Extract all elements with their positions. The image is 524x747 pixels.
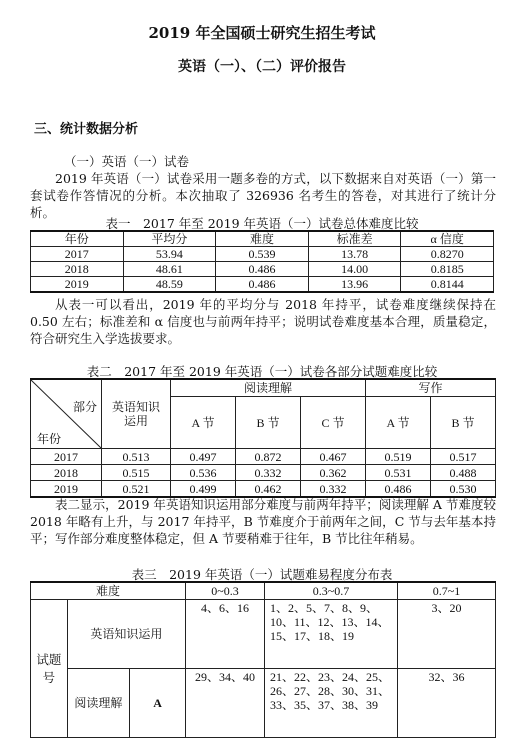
table-section-difficulty xyxy=(30,378,496,498)
table-header-row xyxy=(31,582,496,600)
table-cell: 0.486 xyxy=(216,277,309,293)
table-cell: 0.515 xyxy=(102,465,171,481)
table-row xyxy=(31,600,496,669)
table-cell: 0.362 xyxy=(301,465,366,481)
table-cell: 29、34、40 xyxy=(186,669,265,738)
table-cell: 0.517 xyxy=(431,449,496,465)
subheader-writing-a: A 节 xyxy=(366,397,431,449)
table-cell: 0.521 xyxy=(102,481,171,498)
table-cell: 0.486 xyxy=(366,481,431,498)
table1-caption: 表一 2017 年至 2019 年英语（一）试卷总体难度比较 xyxy=(105,216,419,231)
table-cell: 2019 xyxy=(31,277,124,293)
table-cell: 48.61 xyxy=(123,262,216,277)
table-cell: 13.78 xyxy=(308,247,401,262)
table-cell: 0.462 xyxy=(236,481,301,498)
header-difficulty: 难度 xyxy=(31,582,186,600)
table2-caption: 表二 2017 年至 2019 年英语（一）试卷各部分试题难度比较 xyxy=(86,364,438,379)
table-cell: 2018 xyxy=(31,465,102,481)
header-range-low: 0~0.3 xyxy=(186,582,265,600)
table3-caption: 表三 2019 年英语（一）试题难易程度分布表 xyxy=(131,567,393,582)
table-cell: 4、6、16 xyxy=(186,600,265,669)
table-cell: 0.332 xyxy=(236,465,301,481)
table-header: 平均分 xyxy=(123,231,216,247)
table-cell: 53.94 xyxy=(123,247,216,262)
header-range-mid: 0.3~0.7 xyxy=(265,582,398,600)
table-overall-difficulty xyxy=(30,230,494,293)
section-heading: 三、统计数据分析 xyxy=(34,122,139,137)
table-cell: 0.499 xyxy=(171,481,236,498)
table-header-row xyxy=(31,379,496,397)
table-cell: 21、22、23、24、25、26、27、28、30、31、33、35、37、38、39 xyxy=(265,669,398,738)
header-reading: 阅读理解 xyxy=(171,379,366,397)
table-cell: 0.332 xyxy=(301,481,366,498)
table-header-row xyxy=(31,231,494,247)
table-row xyxy=(31,262,494,277)
table-cell: 0.536 xyxy=(171,465,236,481)
table-row xyxy=(31,449,496,465)
table-row xyxy=(31,481,496,498)
table-header: 标准差 xyxy=(308,231,401,247)
table-header: α 信度 xyxy=(401,231,494,247)
table-header: 年份 xyxy=(31,231,124,247)
table-cell: 2018 xyxy=(31,262,124,277)
table-cell: 0.519 xyxy=(366,449,431,465)
table-cell: 48.59 xyxy=(123,277,216,293)
table-cell: 0.530 xyxy=(431,481,496,498)
row-label-reading-section: A xyxy=(130,669,186,738)
table-cell: 0.486 xyxy=(216,262,309,277)
table-cell: 0.488 xyxy=(431,465,496,481)
subheader-writing-b: B 节 xyxy=(431,397,496,449)
header-writing: 写作 xyxy=(366,379,496,397)
paragraph-table1-analysis: 从表一可以看出，2019 年的平均分与 2018 年持平，试卷难度继续保持在 0.50 左右；标准差和 α 信度也与前两年持平；说明试卷难度基本合理，质量稳定，符合研究生入学选拔要求。 xyxy=(30,297,496,346)
table-cell: 0.8144 xyxy=(401,277,494,293)
table-cell: 0.467 xyxy=(301,449,366,465)
table-cell: 0.872 xyxy=(236,449,301,465)
paragraph-table2-analysis: 表二显示，2019 年英语知识运用部分难度与前两年持平；阅读理解 A 节难度较 2018 年略有上升，与 2017 年持平，B 节难度介于前两年之间，C 节与去年基本持平；写作部分难度整体稳定，但 A 节要稍难于往年，B 节比往年稍易。 xyxy=(30,497,496,546)
header-range-high: 0.7~1 xyxy=(398,582,496,600)
table-row xyxy=(31,465,496,481)
table-cell: 0.8270 xyxy=(401,247,494,262)
table-cell: 3、20 xyxy=(398,600,496,669)
corner-label-year: 年份 xyxy=(37,432,62,446)
row-label-reading: 阅读理解 xyxy=(67,669,129,738)
table-cell: 0.513 xyxy=(102,449,171,465)
report-subtitle: 英语（一）、（二）评价报告 xyxy=(178,59,346,75)
table-cell: 32、36 xyxy=(398,669,496,738)
subheader-reading-a: A 节 xyxy=(171,397,236,449)
report-title: 2019 年全国硕士研究生招生考试 xyxy=(148,24,376,42)
table-row xyxy=(31,247,494,262)
subheader-reading-b: B 节 xyxy=(236,397,301,449)
table-row xyxy=(31,277,494,293)
table-cell: 13.96 xyxy=(308,277,401,293)
subheader-reading-c: C 节 xyxy=(301,397,366,449)
table-cell: 0.539 xyxy=(216,247,309,262)
table-cell: 0.497 xyxy=(171,449,236,465)
row-label-knowledge: 英语知识运用 xyxy=(67,600,185,669)
subsection-heading: （一）英语（一）试卷 xyxy=(64,154,190,169)
table-header: 难度 xyxy=(216,231,309,247)
table-cell: 0.531 xyxy=(366,465,431,481)
row-label-question-number: 试题号 xyxy=(31,600,68,738)
table-cell: 2019 xyxy=(31,481,102,498)
header-knowledge: 英语知识运用 xyxy=(102,379,171,449)
diagonal-header-cell xyxy=(31,379,102,449)
table-row xyxy=(31,669,496,738)
corner-label-part: 部分 xyxy=(72,400,97,414)
table-cell: 1、2、5、7、8、9、10、11、12、13、14、15、17、18、19 xyxy=(265,600,398,669)
table-cell: 0.8185 xyxy=(401,262,494,277)
table-cell: 14.00 xyxy=(308,262,401,277)
table-difficulty-distribution xyxy=(30,581,496,738)
table-cell: 2017 xyxy=(31,247,124,262)
paragraph-intro: 2019 年英语（一）试卷采用一题多卷的方式，以下数据来自对英语（一）第一套试卷作答情况的分析。本次抽取了 326936 名考生的答卷，对其进行了统计分析。 xyxy=(30,171,496,220)
table-cell: 2017 xyxy=(31,449,102,465)
